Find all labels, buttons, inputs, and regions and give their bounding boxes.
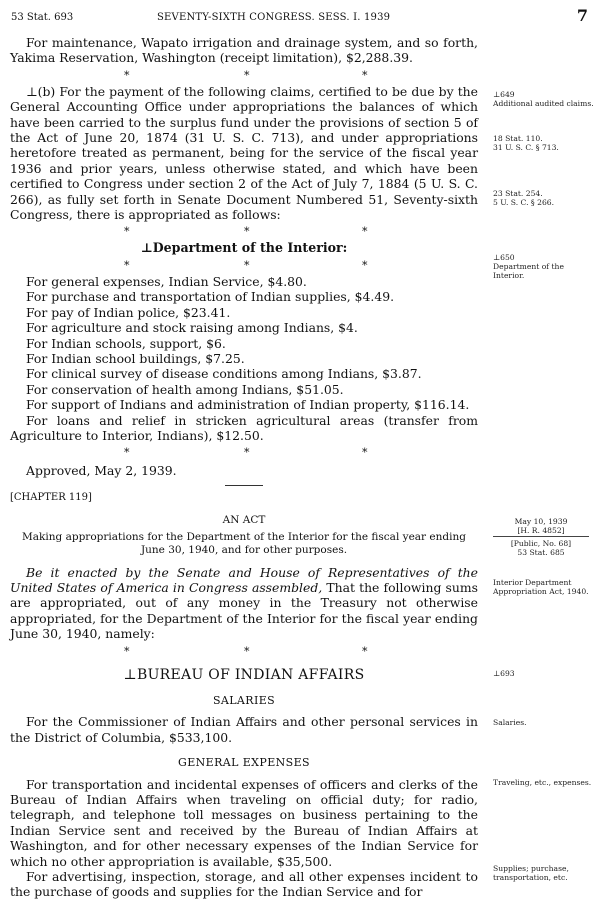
section-divider bbox=[225, 485, 263, 486]
margin-text: Supplies; purchase, transportation, etc. bbox=[493, 864, 569, 882]
claim-item: For conservation of health among Indians, $51.05. bbox=[26, 381, 344, 397]
act-title: Making appropriations for the Department of the Interior for the fiscal year ending June 30, 1940, and for other purposes. bbox=[22, 530, 466, 556]
star: * bbox=[244, 225, 250, 239]
margin-text: Additional audited claims. bbox=[493, 99, 594, 108]
paragraph-advertising: For advertising, inspection, storage, and all other expenses incident to the purchase of goods and supplies for the Indian Service and for bbox=[10, 869, 478, 900]
running-header bbox=[0, 6, 596, 26]
page-number: 7 bbox=[576, 6, 588, 25]
claim-item: For purchase and transportation of Indian supplies, $4.49. bbox=[26, 289, 395, 305]
margin-text: Traveling, etc., expenses. bbox=[493, 778, 592, 787]
ellipsis-stars bbox=[10, 644, 478, 656]
margin-text: [H. R. 4852] bbox=[493, 526, 589, 537]
margin-text: 31 U. S. C. § 713. bbox=[493, 143, 559, 152]
star: * bbox=[124, 225, 130, 239]
star: * bbox=[362, 68, 368, 82]
margin-note-audited-claims bbox=[493, 90, 596, 108]
general-expenses-heading: GENERAL EXPENSES bbox=[178, 756, 310, 770]
approval-line: Approved, May 2, 1939. bbox=[26, 463, 177, 479]
margin-text: 23 Stat. 254. bbox=[493, 189, 543, 198]
paragraph-loans: For loans and relief in stricken agricultural areas (transfer from Agriculture to Interior, Indians), $12.50. bbox=[10, 412, 478, 443]
paragraph-claims: ⊥(b) For the payment of the following claims, certified to be due by the General Accounting Office under appropriations the balances of which have been carried to the surplus fund under the provisions of section 5 of the Act of June 20, 1874 (31 U. S. C. 713), and under appropriations heretofore treated as permanent, being for the service of the fiscal year 1936 and prior years, unless otherwise stated, and which have been certified to Congress under section 2 of the Act of July 7, 1884 (5 U. S. C. 266), as fully set forth in Senate Document Numbered 51, Seventy-sixth Congress, there is appropriated as follows: bbox=[10, 83, 478, 223]
star: * bbox=[244, 68, 250, 82]
star: * bbox=[362, 225, 368, 239]
margin-note-page-ref bbox=[493, 669, 596, 678]
star: * bbox=[244, 644, 250, 658]
enacting-text: That the following sums are appropriated, out of any money in the Treasury not otherwise appropriated, for the Department of the Interior for the fiscal year ending June 30, 1940, namely: bbox=[10, 579, 478, 642]
margin-note-citation bbox=[493, 189, 596, 207]
margin-note-traveling bbox=[493, 778, 596, 787]
enacting-clause bbox=[10, 565, 478, 642]
claim-item: For pay of Indian police, $23.41. bbox=[26, 304, 231, 320]
ellipsis-stars bbox=[10, 224, 478, 239]
margin-note-act-name bbox=[493, 578, 596, 596]
star: * bbox=[362, 258, 368, 272]
claim-item: For Indian schools, support, $6. bbox=[26, 335, 226, 351]
margin-ref: ⊥650 bbox=[493, 253, 515, 262]
margin-ref: ⊥649 bbox=[493, 90, 515, 99]
star: * bbox=[124, 258, 130, 272]
margin-text: Interior Department Appropriation Act, 1940. bbox=[493, 578, 589, 596]
paragraph-maintenance: For maintenance, Wapato irrigation and drainage system, and so forth, Yakima Reservation, Washington (receipt limitation), $2,288.39. bbox=[10, 35, 478, 66]
margin-text: 53 Stat. 685 bbox=[517, 548, 565, 557]
margin-note-supplies bbox=[493, 864, 596, 882]
star: * bbox=[124, 644, 130, 658]
ellipsis-stars bbox=[10, 68, 478, 80]
paragraph-transportation: For transportation and incidental expenses of officers and clerks of the Bureau of Indian Affairs when traveling on official duty; for radio, telegraph, and telephone toll messages on business pertaining to the Indian Service sent and received by the Bureau of Indian Affairs at Washington, and for other necessary expenses of the Indian Service for which no other appropriation is available, $35,500. bbox=[10, 776, 478, 869]
margin-text: Department of the Interior. bbox=[493, 262, 564, 280]
margin-note-citation bbox=[493, 134, 596, 152]
ellipsis-stars bbox=[10, 258, 478, 270]
bureau-heading: ⊥BUREAU OF INDIAN AFFAIRS bbox=[123, 666, 365, 683]
ellipsis-stars bbox=[10, 445, 478, 460]
margin-text: 5 U. S. C. § 266. bbox=[493, 198, 555, 207]
claim-item: For clinical survey of disease conditions among Indians, $3.87. bbox=[26, 366, 422, 382]
claim-item: For Indian school buildings, $7.25. bbox=[26, 350, 245, 366]
margin-note-salaries bbox=[493, 718, 596, 727]
margin-text: 18 Stat. 110. bbox=[493, 134, 543, 143]
running-title: SEVENTY-SIXTH CONGRESS. SESS. I. 1939 bbox=[157, 12, 391, 23]
star: * bbox=[244, 446, 250, 460]
star: * bbox=[124, 68, 130, 82]
paragraph-support: For support of Indians and administration of Indian property, $116.14. bbox=[26, 397, 470, 413]
claim-item: For general expenses, Indian Service, $4.80. bbox=[26, 273, 307, 289]
claim-item: For agriculture and stock raising among Indians, $4. bbox=[26, 320, 358, 336]
chapter-heading: [CHAPTER 119] bbox=[10, 491, 92, 503]
enacting-formula: Be it enacted by the Senate and House of Representatives of the United States of America in Congress assembled, bbox=[10, 564, 478, 595]
star: * bbox=[244, 258, 250, 272]
paragraph-salaries: For the Commissioner of Indian Affairs and other personal services in the District of Columbia, $533,100. bbox=[10, 714, 478, 745]
star: * bbox=[362, 446, 368, 460]
margin-note-bill-info bbox=[493, 517, 589, 557]
star: * bbox=[362, 644, 368, 658]
department-heading: ⊥Department of the Interior: bbox=[140, 240, 348, 256]
margin-note-department bbox=[493, 253, 596, 280]
margin-text: May 10, 1939 bbox=[514, 517, 568, 526]
salaries-heading: SALARIES bbox=[212, 694, 276, 707]
margin-ref: ⊥693 bbox=[493, 669, 515, 678]
an-act-heading: AN ACT bbox=[222, 514, 266, 527]
main-text-column bbox=[10, 35, 478, 900]
star: * bbox=[124, 446, 130, 460]
margin-text: Salaries. bbox=[493, 718, 527, 727]
margin-text: [Public, No. 68] bbox=[510, 539, 572, 548]
stat-reference: 53 Stat. 693 bbox=[11, 12, 74, 23]
